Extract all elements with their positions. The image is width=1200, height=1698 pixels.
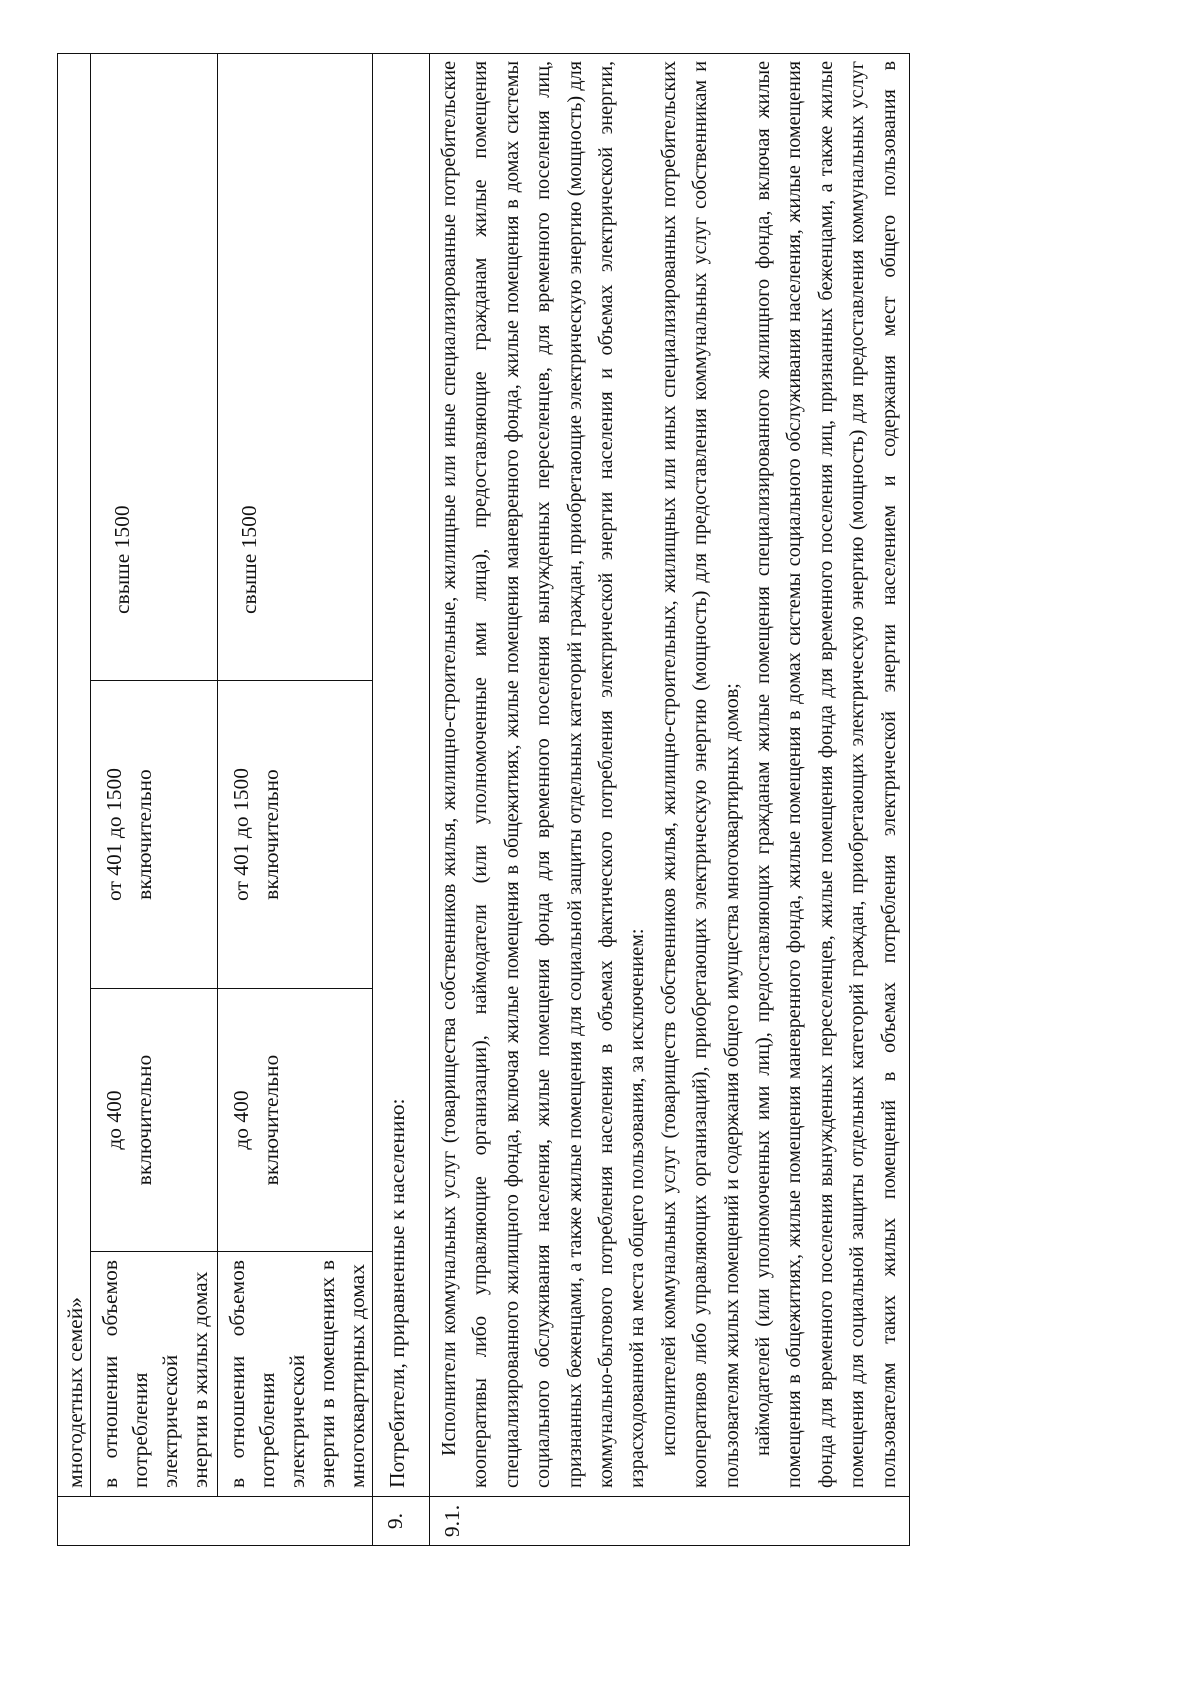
table-row: [373, 53, 430, 1545]
section-9-1-number: 9.1.: [430, 1497, 910, 1546]
row-b-value-3: свыше 1500: [218, 53, 373, 680]
row-a-value-3: свыше 1500: [91, 53, 218, 680]
paragraph: Исполнители коммунальных услуг (товарищества собственников жилья, жилищно-строительные, жилищные или иные специализированные потребительские кооперативы либо управляющие организации), наймодатели (или уполномоченные ими лица), предоставляющие гражданам жилые помещения специализированного жилищного фонда, включая жилые помещения в общежитиях, жилые помещения маневренного фонда, жилые помещения в домах системы социального обслуживания населения, жилые помещения фонда для временного поселения вынужденных переселенцев, для временного поселения лиц, признанных беженцами, а также жилые помещения для социальной защиты отдельных категорий граждан, приобретающие электрическую энергию (мощность) для коммунально-бытового потребления населения в объемах фактического потребления электрической энергии населения и объемах электрической энергии, израсходованной на места общего пользования, за исключением:: [438, 60, 649, 1488]
empty-number-cell: [58, 1497, 373, 1546]
paragraph: исполнителей коммунальных услуг (товариществ собственников жилья, жилищно-строительных, жилищных или иных специализированных потребительских кооперативов либо управляющих организаций), приобретающих электрическую энергию (мощность) для предоставления коммунальных услуг собственникам и пользователям жилых помещений и содержания общего имущества многоквартирных домов;: [657, 60, 743, 1488]
value-text: до 400 включительно: [102, 1054, 156, 1186]
paragraph: наймодателей (или уполномоченных ими лиц), предоставляющих гражданам жилые помещения специализированного жилищного фонда, включая жилые помещения в общежитиях, жилые помещения маневренного фонда, жилые помещения в домах системы социального обслуживания населения, жилые помещения фонда для временного поселения вынужденных переселенцев, жилые помещения фонда для временного поселения лиц, признанных беженцами, а также жилые помещения для социальной защиты отдельных категорий граждан, приобретающих электрическую энергию (мощность) для предоставления коммунальных услуг пользователям таких жилых помещений в объемах потребления электрической энергии населением и содержания мест общего пользования в: [752, 60, 900, 1488]
row-b-value-2: [218, 681, 373, 989]
row-a-value-2: [91, 681, 218, 989]
label-line: потребления электрической: [255, 1354, 309, 1488]
row-a-label-text: [95, 1260, 215, 1488]
value-text: до 400 включительно: [229, 1054, 283, 1186]
row-b-label: [218, 1252, 373, 1497]
section-9-heading: Потребители, приравненные к населению:: [373, 53, 430, 1496]
label-line: многоквартирных домах: [345, 1264, 369, 1488]
label-line: энергии в жилых домах: [188, 1271, 212, 1488]
section-9-1-body: [430, 53, 910, 1496]
table-row: [58, 53, 91, 1545]
row-a-label: [91, 1252, 218, 1497]
label-line: потребления электрической: [128, 1354, 182, 1488]
table-row: [91, 53, 218, 1545]
label-line: в отношении объемов: [98, 1260, 122, 1488]
value-text: от 401 до 1500 включительно: [102, 768, 156, 901]
section-9-number: 9.: [373, 1497, 430, 1546]
table-row: [218, 53, 373, 1545]
row-b-value-1: [218, 989, 373, 1252]
row-a-value-1: [91, 989, 218, 1252]
label-line: энергии в помещениях в: [315, 1260, 339, 1488]
label-line: в отношении объемов: [225, 1260, 249, 1488]
table-row: [430, 53, 910, 1545]
tariff-table: [57, 53, 910, 1546]
row-top-label: многодетных семей»: [58, 53, 91, 1496]
value-text: от 401 до 1500 включительно: [229, 768, 283, 901]
row-b-label-text: [222, 1260, 372, 1488]
